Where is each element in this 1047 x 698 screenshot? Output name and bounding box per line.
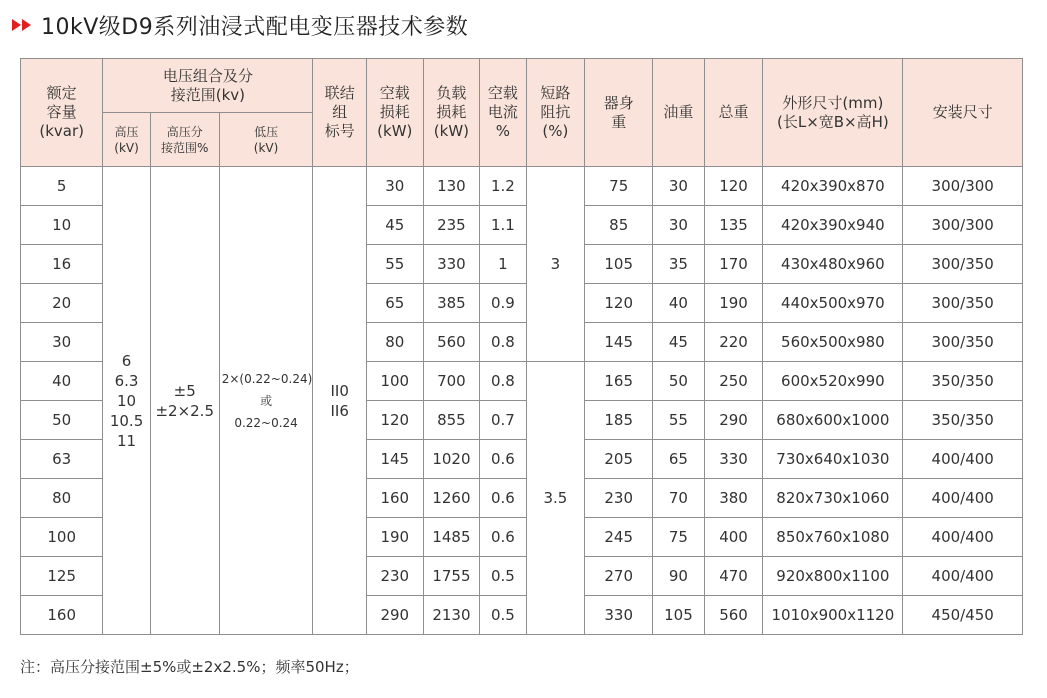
current-cell: 1.1	[480, 206, 526, 245]
header-connection: 联结 组 标号	[313, 59, 367, 167]
mount-cell: 300/350	[903, 245, 1023, 284]
connection-group-cell: II0 II6	[313, 167, 367, 635]
impedance-cell: 3.5	[526, 362, 585, 635]
body-cell: 105	[585, 245, 653, 284]
header-body-weight: 器身 重	[585, 59, 653, 167]
load-loss-cell: 130	[423, 167, 480, 206]
current-cell: 1.2	[480, 167, 526, 206]
dims-cell: 820x730x1060	[763, 479, 903, 518]
total-cell: 400	[704, 518, 763, 557]
dims-cell: 430x480x960	[763, 245, 903, 284]
capacity-cell: 30	[21, 323, 103, 362]
dims-cell: 440x500x970	[763, 284, 903, 323]
capacity-cell: 40	[21, 362, 103, 401]
load-loss-cell: 1485	[423, 518, 480, 557]
oil-cell: 55	[653, 401, 704, 440]
load-loss-cell: 855	[423, 401, 480, 440]
spec-table	[20, 58, 1023, 635]
no-load-loss-cell: 190	[366, 518, 423, 557]
impedance-cell: 3	[526, 167, 585, 362]
header-mounting: 安装尺寸	[903, 59, 1023, 167]
current-cell: 0.6	[480, 479, 526, 518]
oil-cell: 75	[653, 518, 704, 557]
total-cell: 380	[704, 479, 763, 518]
total-cell: 190	[704, 284, 763, 323]
body-cell: 245	[585, 518, 653, 557]
mount-cell: 400/400	[903, 518, 1023, 557]
dims-cell: 1010x900x1120	[763, 596, 903, 635]
capacity-cell: 16	[21, 245, 103, 284]
footnote: 注：高压分接范围±5%或±2x2.5%；频率50Hz；	[20, 658, 359, 676]
mount-cell: 300/300	[903, 206, 1023, 245]
dims-cell: 420x390x870	[763, 167, 903, 206]
capacity-cell: 80	[21, 479, 103, 518]
dims-cell: 920x800x1100	[763, 557, 903, 596]
body-cell: 230	[585, 479, 653, 518]
load-loss-cell: 235	[423, 206, 480, 245]
no-load-loss-cell: 45	[366, 206, 423, 245]
current-cell: 0.5	[480, 557, 526, 596]
header-lv: 低压 (kV)	[219, 113, 313, 167]
dims-cell: 730x640x1030	[763, 440, 903, 479]
header-hv: 高压 (kV)	[103, 113, 150, 167]
no-load-loss-cell: 80	[366, 323, 423, 362]
dims-cell: 560x500x980	[763, 323, 903, 362]
oil-cell: 30	[653, 167, 704, 206]
lv-voltage-cell: 2×(0.22~0.24) 或 0.22~0.24	[219, 167, 313, 635]
load-loss-cell: 385	[423, 284, 480, 323]
no-load-loss-cell: 230	[366, 557, 423, 596]
dims-cell: 850x760x1080	[763, 518, 903, 557]
header-capacity: 额定 容量 (kvar)	[21, 59, 103, 167]
body-cell: 185	[585, 401, 653, 440]
header-impedance: 短路 阻抗 (%)	[526, 59, 585, 167]
tap-range-cell: ±5 ±2×2.5	[150, 167, 219, 635]
header-total-weight: 总重	[704, 59, 763, 167]
no-load-loss-cell: 290	[366, 596, 423, 635]
oil-cell: 50	[653, 362, 704, 401]
mount-cell: 350/350	[903, 362, 1023, 401]
current-cell: 0.8	[480, 362, 526, 401]
mount-cell: 300/300	[903, 167, 1023, 206]
capacity-cell: 50	[21, 401, 103, 440]
header-no-load-current: 空载 电流 %	[480, 59, 526, 167]
dims-cell: 600x520x990	[763, 362, 903, 401]
no-load-loss-cell: 145	[366, 440, 423, 479]
capacity-cell: 160	[21, 596, 103, 635]
header-tap: 高压分 接范围%	[150, 113, 219, 167]
total-cell: 135	[704, 206, 763, 245]
capacity-cell: 125	[21, 557, 103, 596]
total-cell: 330	[704, 440, 763, 479]
capacity-cell: 5	[21, 167, 103, 206]
load-loss-cell: 1260	[423, 479, 480, 518]
no-load-loss-cell: 100	[366, 362, 423, 401]
load-loss-cell: 1020	[423, 440, 480, 479]
dims-cell: 680x600x1000	[763, 401, 903, 440]
mount-cell: 400/400	[903, 479, 1023, 518]
no-load-loss-cell: 120	[366, 401, 423, 440]
header-voltage-group: 电压组合及分 接范围(kv)	[103, 59, 313, 113]
total-cell: 560	[704, 596, 763, 635]
body-cell: 75	[585, 167, 653, 206]
mount-cell: 350/350	[903, 401, 1023, 440]
current-cell: 0.8	[480, 323, 526, 362]
oil-cell: 65	[653, 440, 704, 479]
load-loss-cell: 560	[423, 323, 480, 362]
total-cell: 470	[704, 557, 763, 596]
oil-cell: 45	[653, 323, 704, 362]
mount-cell: 400/400	[903, 557, 1023, 596]
current-cell: 0.7	[480, 401, 526, 440]
header-load-loss: 负载 损耗 (kW)	[423, 59, 480, 167]
title-row	[12, 10, 468, 40]
load-loss-cell: 330	[423, 245, 480, 284]
current-cell: 0.9	[480, 284, 526, 323]
no-load-loss-cell: 55	[366, 245, 423, 284]
oil-cell: 35	[653, 245, 704, 284]
body-cell: 120	[585, 284, 653, 323]
body-cell: 85	[585, 206, 653, 245]
capacity-cell: 10	[21, 206, 103, 245]
table-row	[21, 167, 1023, 206]
no-load-loss-cell: 160	[366, 479, 423, 518]
mount-cell: 300/350	[903, 284, 1023, 323]
load-loss-cell: 1755	[423, 557, 480, 596]
body-cell: 165	[585, 362, 653, 401]
header-no-load-loss: 空载 损耗 (kW)	[366, 59, 423, 167]
total-cell: 170	[704, 245, 763, 284]
body-cell: 145	[585, 323, 653, 362]
total-cell: 220	[704, 323, 763, 362]
header-dimensions: 外形尺寸(mm) (长L×宽B×高H)	[763, 59, 903, 167]
hv-voltage-cell: 6 6.3 10 10.5 11	[103, 167, 150, 635]
capacity-cell: 20	[21, 284, 103, 323]
capacity-cell: 100	[21, 518, 103, 557]
header-oil-weight: 油重	[653, 59, 704, 167]
current-cell: 0.5	[480, 596, 526, 635]
page-title: 10kV级D9系列油浸式配电变压器技术参数	[41, 14, 469, 40]
total-cell: 120	[704, 167, 763, 206]
no-load-loss-cell: 65	[366, 284, 423, 323]
body-cell: 330	[585, 596, 653, 635]
mount-cell: 450/450	[903, 596, 1023, 635]
current-cell: 0.6	[480, 518, 526, 557]
capacity-cell: 63	[21, 440, 103, 479]
body-cell: 205	[585, 440, 653, 479]
oil-cell: 30	[653, 206, 704, 245]
no-load-loss-cell: 30	[366, 167, 423, 206]
load-loss-cell: 2130	[423, 596, 480, 635]
load-loss-cell: 700	[423, 362, 480, 401]
dims-cell: 420x390x940	[763, 206, 903, 245]
current-cell: 0.6	[480, 440, 526, 479]
total-cell: 290	[704, 401, 763, 440]
oil-cell: 90	[653, 557, 704, 596]
current-cell: 1	[480, 245, 526, 284]
oil-cell: 40	[653, 284, 704, 323]
spec-table-body	[21, 167, 1023, 635]
mount-cell: 400/400	[903, 440, 1023, 479]
oil-cell: 70	[653, 479, 704, 518]
mount-cell: 300/350	[903, 323, 1023, 362]
body-cell: 270	[585, 557, 653, 596]
oil-cell: 105	[653, 596, 704, 635]
total-cell: 250	[704, 362, 763, 401]
double-right-triangle-icon	[12, 19, 31, 31]
